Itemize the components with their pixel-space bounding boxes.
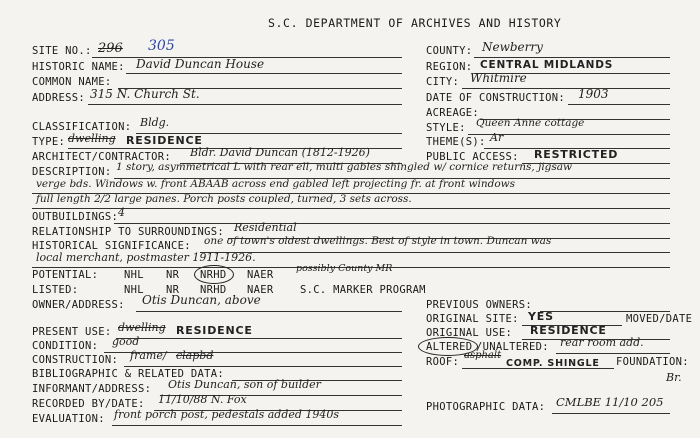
potential-naer: NAER [247,269,274,281]
page-title: S.C. DEPARTMENT OF ARCHIVES AND HISTORY [268,16,562,30]
bibliographic-label: BIBLIOGRAPHIC & RELATED DATA: [32,368,225,380]
present-use-line [116,338,402,339]
construction-label: CONSTRUCTION: [32,354,119,366]
recorded-by-label: RECORDED BY/DATE: [32,398,145,410]
historic-name-label: HISTORIC NAME: [32,61,125,73]
relationship-label: RELATIONSHIP TO SURROUNDINGS: [32,226,225,238]
potential-nhl: NHL [124,269,144,281]
outbuildings-line [114,223,670,224]
informant-value: Otis Duncan, son of builder [168,378,321,391]
site-no-label: SITE NO.: [32,45,92,57]
previous-owners-label: PREVIOUS OWNERS: [426,299,532,311]
outbuildings-value: 4 [118,206,125,219]
address-label: ADDRESS: [32,92,85,104]
potential-label: POTENTIAL: [32,269,99,281]
style-label: STYLE: [426,122,466,134]
common-name-label: COMMON NAME: [32,76,112,88]
region-label: REGION: [426,61,473,73]
construction-line [124,366,402,367]
significance-text-2: local merchant, postmaster 1911-1926. [36,251,256,264]
description-text-3: full length 2/2 large panes. Porch posts coupled, turned, 3 sets across. [36,193,412,205]
significance-text-1: one of town's oldest dwellings. Best of style in town. Duncan was [204,235,552,247]
original-site-label: ORIGINAL SITE: [426,313,519,325]
condition-value: good [112,335,140,348]
region-value: CENTRAL MIDLANDS [480,59,614,71]
date-of-construction-line [568,104,670,105]
county-label: COUNTY: [426,45,473,57]
present-use-label: PRESENT USE: [32,326,112,338]
acreage-label: ACREAGE: [426,107,479,119]
themes-label: THEME(S): [426,136,486,148]
outbuildings-label: OUTBUILDINGS: [32,211,119,223]
foundation-label: FOUNDATION: [616,356,689,368]
roof-value: COMP. SHINGLE [506,358,600,369]
photographic-data-line [552,413,670,414]
previous-owners-line [540,311,670,312]
listed-nr: NR [166,284,180,296]
construction-value-b: clapbd [176,349,214,362]
potential-nr: NR [166,269,180,281]
public-access-value: RESTRICTED [534,148,619,161]
condition-label: CONDITION: [32,340,99,352]
county-line [474,57,670,58]
themes-value: Ar [490,131,504,144]
county-value: Newberry [482,40,543,54]
classification-value: Bldg. [140,116,170,129]
address-line [88,104,402,105]
site-no-old: 296 [98,41,123,56]
type-label: TYPE: [32,136,66,148]
altered-note: rear room add. [560,336,644,349]
evaluation-value: front porch post, pedestals added 1940s [114,408,340,421]
architect-value: Bldr. David Duncan (1812-1926) [190,146,370,159]
potential-nrhd: NRHD [200,269,227,281]
original-site-value: YES [528,310,554,323]
construction-value-a: frame/ [130,349,167,362]
city-value: Whitmire [470,71,527,85]
historical-significance-label: HISTORICAL SIGNIFICANCE: [32,240,191,252]
owner-label: OWNER/ADDRESS: [32,299,125,311]
altered-line [556,353,670,354]
historic-name-line [126,73,402,74]
listed-naer: NAER [247,284,274,296]
roof-struck-value: asphalt [464,350,502,361]
relationship-value: Residential [234,221,297,234]
moved-date-label: MOVED/DATE [626,313,693,325]
description-label: DESCRIPTION: [32,166,112,178]
altered-label: ALTERED [426,341,473,353]
present-use-struck-value: dwelling [118,321,166,334]
city-label: CITY: [426,76,460,88]
description-text-1: 1 story, asymmetrical L with rear ell, multi gables shingled w/ cornice returns, jigsaw [116,161,573,173]
description-line-3 [32,208,670,209]
listed-nhl: NHL [124,284,144,296]
recorded-by-value: 11/10/88 N. Fox [158,393,247,406]
description-text-2: verge bds. Windows w. front ABAAB across end gabled left projecting fr. at front windows [36,178,516,190]
date-of-construction-label: DATE OF CONSTRUCTION: [426,92,566,104]
historic-name-value: David Duncan House [136,57,265,71]
original-use-label: ORIGINAL USE: [426,327,513,339]
classification-label: CLASSIFICATION: [32,121,132,133]
type-value: RESIDENCE [126,134,203,147]
evaluation-line [112,425,402,426]
listed-nrhd: NRHD [200,284,227,296]
public-access-label: PUBLIC ACCESS: [426,151,519,163]
type-struck-value: dwelling [68,132,116,145]
date-of-construction-value: 1903 [578,87,609,101]
style-value: Queen Anne cottage [476,117,585,129]
public-access-line [522,163,670,164]
unaltered-label: /UNALTERED: [476,341,549,353]
nrhd-circle-mark [194,265,234,284]
city-line [462,88,670,89]
marker-program-label: S.C. MARKER PROGRAM [300,284,426,296]
foundation-value: Br. [666,371,682,384]
site-no-new: 305 [148,38,175,54]
photographic-data-label: PHOTOGRAPHIC DATA: [426,401,546,413]
original-use-value: RESIDENCE [530,324,607,337]
present-use-value: RESIDENCE [176,324,253,337]
listed-label: LISTED: [32,284,79,296]
potential-note: possibly County MR [296,263,393,274]
roof-label: ROOF: [426,356,460,368]
photographic-data-value: CMLBE 11/10 205 [556,395,664,409]
significance-line-1 [200,252,670,253]
address-value: 315 N. Church St. [90,87,200,101]
owner-value: Otis Duncan, above [142,293,261,307]
owner-line [136,311,402,312]
evaluation-label: EVALUATION: [32,413,105,425]
informant-label: INFORMANT/ADDRESS: [32,383,152,395]
architect-label: ARCHITECT/CONTRACTOR: [32,151,172,163]
